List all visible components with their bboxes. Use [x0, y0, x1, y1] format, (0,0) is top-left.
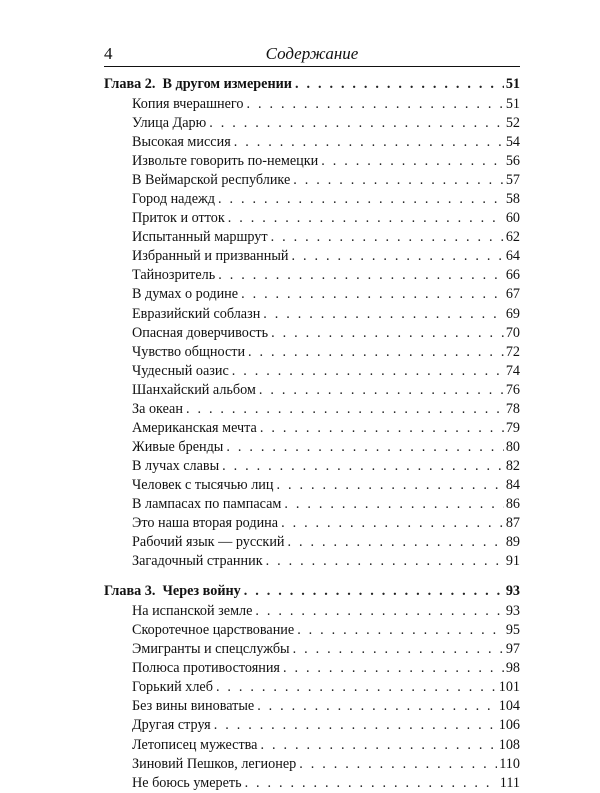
toc-entry-title: Высокая миссия — [132, 134, 231, 151]
dot-leader — [214, 716, 497, 735]
toc-entry-page-number: 56 — [505, 153, 520, 170]
chapter-title — [104, 581, 241, 601]
toc-entry-page-number: 72 — [505, 343, 520, 360]
toc-entry-page-number: 80 — [505, 438, 520, 455]
running-title: Содержание — [265, 44, 359, 63]
toc-entry-page-number: 106 — [498, 717, 520, 734]
chapter-label: Глава 2. — [104, 76, 156, 92]
toc-entry-page-number: 64 — [505, 248, 520, 265]
toc-entry-page-number: 89 — [505, 534, 520, 551]
toc-entry-title: Приток и отток — [132, 210, 225, 227]
table-of-contents — [104, 74, 520, 793]
chapter-page-number: 93 — [505, 583, 520, 600]
toc-entry[interactable] — [104, 266, 520, 285]
toc-entry[interactable] — [104, 400, 520, 419]
toc-entry-page-number: 69 — [505, 305, 520, 322]
dot-leader — [245, 774, 498, 793]
toc-entry-page-number: 97 — [505, 641, 520, 658]
dot-leader — [241, 285, 504, 304]
toc-entry[interactable] — [104, 640, 520, 659]
dot-leader — [246, 95, 503, 114]
toc-entry-page-number: 74 — [505, 362, 520, 379]
toc-entry-title: Не боюсь умереть — [132, 774, 242, 791]
dot-leader — [321, 152, 504, 171]
toc-entry-title: Тайнозритель — [132, 267, 216, 284]
toc-entry[interactable] — [104, 285, 520, 304]
chapter-name: В другом измерении — [162, 76, 292, 92]
toc-entry-title: Улица Дарю — [132, 115, 207, 132]
dot-leader — [266, 552, 504, 571]
toc-entry[interactable] — [104, 621, 520, 640]
toc-entry[interactable] — [104, 755, 520, 774]
dot-leader — [281, 514, 504, 533]
toc-entry[interactable] — [104, 305, 520, 324]
toc-entry[interactable] — [104, 659, 520, 678]
toc-entry-page-number: 98 — [505, 660, 520, 677]
dot-leader — [288, 533, 504, 552]
toc-entry-title: Копия вчерашнего — [132, 96, 244, 112]
toc-entry-page-number: 60 — [505, 210, 520, 227]
toc-entry[interactable] — [104, 774, 520, 793]
toc-entry-title: Испытанный маршрут — [132, 229, 268, 246]
toc-entry-page-number: 58 — [505, 191, 520, 208]
dot-leader — [260, 736, 496, 755]
toc-entry[interactable] — [104, 133, 520, 152]
dot-leader — [218, 190, 504, 209]
toc-entry[interactable] — [104, 533, 520, 552]
toc-entry-page-number: 70 — [505, 324, 520, 341]
toc-entry[interactable] — [104, 716, 520, 735]
toc-entry-title: Эмигранты и спецслужбы — [132, 641, 290, 658]
chapter-heading[interactable] — [104, 74, 520, 94]
toc-entry-title: Летописец мужества — [132, 736, 258, 753]
toc-entry-title: Чувство общности — [132, 343, 246, 360]
toc-entry[interactable] — [104, 247, 520, 266]
dot-leader — [283, 659, 504, 678]
toc-entry-page-number: 52 — [505, 115, 520, 132]
toc-entry-title: Шанхайский альбом — [132, 381, 256, 398]
toc-entry-title: Горький хлеб — [132, 679, 213, 696]
dot-leader — [228, 209, 504, 228]
toc-entry-page-number: 76 — [505, 381, 520, 398]
toc-entry-page-number: 78 — [505, 400, 520, 417]
toc-entry-title: В лампасах по пампасам — [132, 495, 282, 512]
toc-entry-page-number: 86 — [505, 495, 520, 512]
toc-entry[interactable] — [104, 114, 520, 133]
dot-leader — [271, 228, 504, 247]
toc-entry[interactable] — [104, 228, 520, 247]
toc-entry-page-number: 62 — [505, 229, 520, 246]
toc-entry-title: Живые бренды — [132, 438, 224, 455]
dot-leader — [271, 324, 504, 343]
toc-entry-title: Полюса противостояния — [132, 660, 280, 677]
toc-entry[interactable] — [104, 476, 520, 495]
toc-entry-title: Загадочный странник — [132, 553, 263, 570]
dot-leader — [226, 438, 503, 457]
toc-entry-page-number: 57 — [505, 172, 520, 189]
chapter-title — [104, 74, 292, 94]
toc-entry[interactable] — [104, 495, 520, 514]
dot-leader — [216, 678, 497, 697]
toc-entry-title: Чудесный оазис — [132, 362, 229, 379]
toc-entry-page-number: 104 — [498, 698, 520, 715]
toc-entry-title: Американская мечта — [132, 419, 257, 436]
toc-entry[interactable] — [104, 514, 520, 533]
dot-leader — [295, 74, 504, 94]
toc-entry[interactable] — [104, 457, 520, 476]
dot-leader — [293, 171, 504, 190]
toc-entry[interactable] — [104, 95, 520, 114]
chapter-page-number: 51 — [505, 76, 520, 92]
toc-entry[interactable] — [104, 152, 520, 171]
toc-entry-title: На испанской земле — [132, 603, 253, 620]
toc-entry[interactable] — [104, 552, 520, 571]
toc-entry-title: В лучах славы — [132, 457, 220, 474]
toc-entry-title: Без вины виноватые — [132, 698, 255, 715]
toc-entry-title: В Веймарской республике — [132, 172, 291, 189]
toc-entry-page-number: 108 — [498, 736, 520, 753]
toc-entry-page-number: 110 — [499, 755, 520, 772]
toc-entry-page-number: 91 — [505, 553, 520, 570]
toc-entry-page-number: 82 — [505, 457, 520, 474]
dot-leader — [291, 247, 503, 266]
dot-leader — [248, 343, 504, 362]
toc-entry-page-number: 66 — [505, 267, 520, 284]
toc-entry[interactable] — [104, 190, 520, 209]
toc-entry-title: Опасная доверчивость — [132, 324, 269, 341]
toc-entry-title: За океан — [132, 400, 183, 417]
toc-entry[interactable] — [104, 736, 520, 755]
header-rule — [104, 66, 520, 67]
dot-leader — [276, 476, 503, 495]
toc-entry-page-number: 54 — [505, 134, 520, 151]
dot-leader — [259, 381, 504, 400]
dot-leader — [293, 640, 504, 659]
page-header — [104, 44, 520, 68]
toc-entry-title: Извольте говорить по-немецки — [132, 153, 319, 170]
toc-entry[interactable] — [104, 324, 520, 343]
toc-entry[interactable] — [104, 678, 520, 697]
toc-entry-title: Другая струя — [132, 717, 211, 734]
toc-entry-page-number: 93 — [505, 603, 520, 620]
toc-entry-page-number: 111 — [499, 774, 520, 791]
toc-entry-page-number: 51 — [505, 96, 520, 112]
dot-leader — [209, 114, 504, 133]
chapter-block — [104, 581, 520, 792]
toc-entry-title: Евразийский соблазн — [132, 305, 261, 322]
chapter-heading[interactable] — [104, 581, 520, 601]
toc-entry[interactable] — [104, 209, 520, 228]
toc-entry[interactable] — [104, 438, 520, 457]
dot-leader — [232, 362, 504, 381]
toc-entry-page-number: 79 — [505, 419, 520, 436]
dot-leader — [260, 419, 504, 438]
dot-leader — [255, 602, 503, 621]
dot-leader — [234, 133, 504, 152]
toc-entry[interactable] — [104, 419, 520, 438]
toc-entry-title: Человек с тысячью лиц — [132, 476, 274, 493]
toc-entry-page-number: 95 — [505, 622, 520, 639]
chapter-label: Глава 3. — [104, 583, 156, 600]
dot-leader — [218, 266, 504, 285]
toc-entry-title: В думах о родине — [132, 286, 239, 303]
dot-leader — [222, 457, 504, 476]
toc-entry-title: Скоротечное царствование — [132, 622, 295, 639]
toc-entry-title: Зиновий Пешков, легионер — [132, 755, 297, 772]
toc-entry[interactable] — [104, 602, 520, 621]
toc-entry-page-number: 67 — [505, 286, 520, 303]
dot-leader — [186, 400, 504, 419]
toc-entry-title: Это наша вторая родина — [132, 515, 279, 532]
dot-leader — [297, 621, 504, 640]
chapter-name: Через войну — [162, 583, 241, 600]
toc-entry-page-number: 101 — [498, 679, 520, 696]
toc-entry[interactable] — [104, 381, 520, 400]
toc-entry[interactable] — [104, 697, 520, 716]
toc-entry[interactable] — [104, 362, 520, 381]
dot-leader — [257, 697, 497, 716]
dot-leader — [284, 495, 503, 514]
toc-entry[interactable] — [104, 343, 520, 362]
dot-leader — [299, 755, 497, 774]
toc-entry-title: Избранный и призванный — [132, 248, 289, 265]
toc-entry-page-number: 84 — [505, 476, 520, 493]
page-number: 4 — [104, 44, 113, 63]
dot-leader — [244, 581, 504, 601]
dot-leader — [263, 305, 504, 324]
toc-entry-page-number: 87 — [505, 515, 520, 532]
chapter-block — [104, 74, 520, 571]
toc-entry[interactable] — [104, 171, 520, 190]
toc-entry-title: Рабочий язык — русский — [132, 534, 285, 551]
toc-entry-title: Город надежд — [132, 191, 216, 208]
